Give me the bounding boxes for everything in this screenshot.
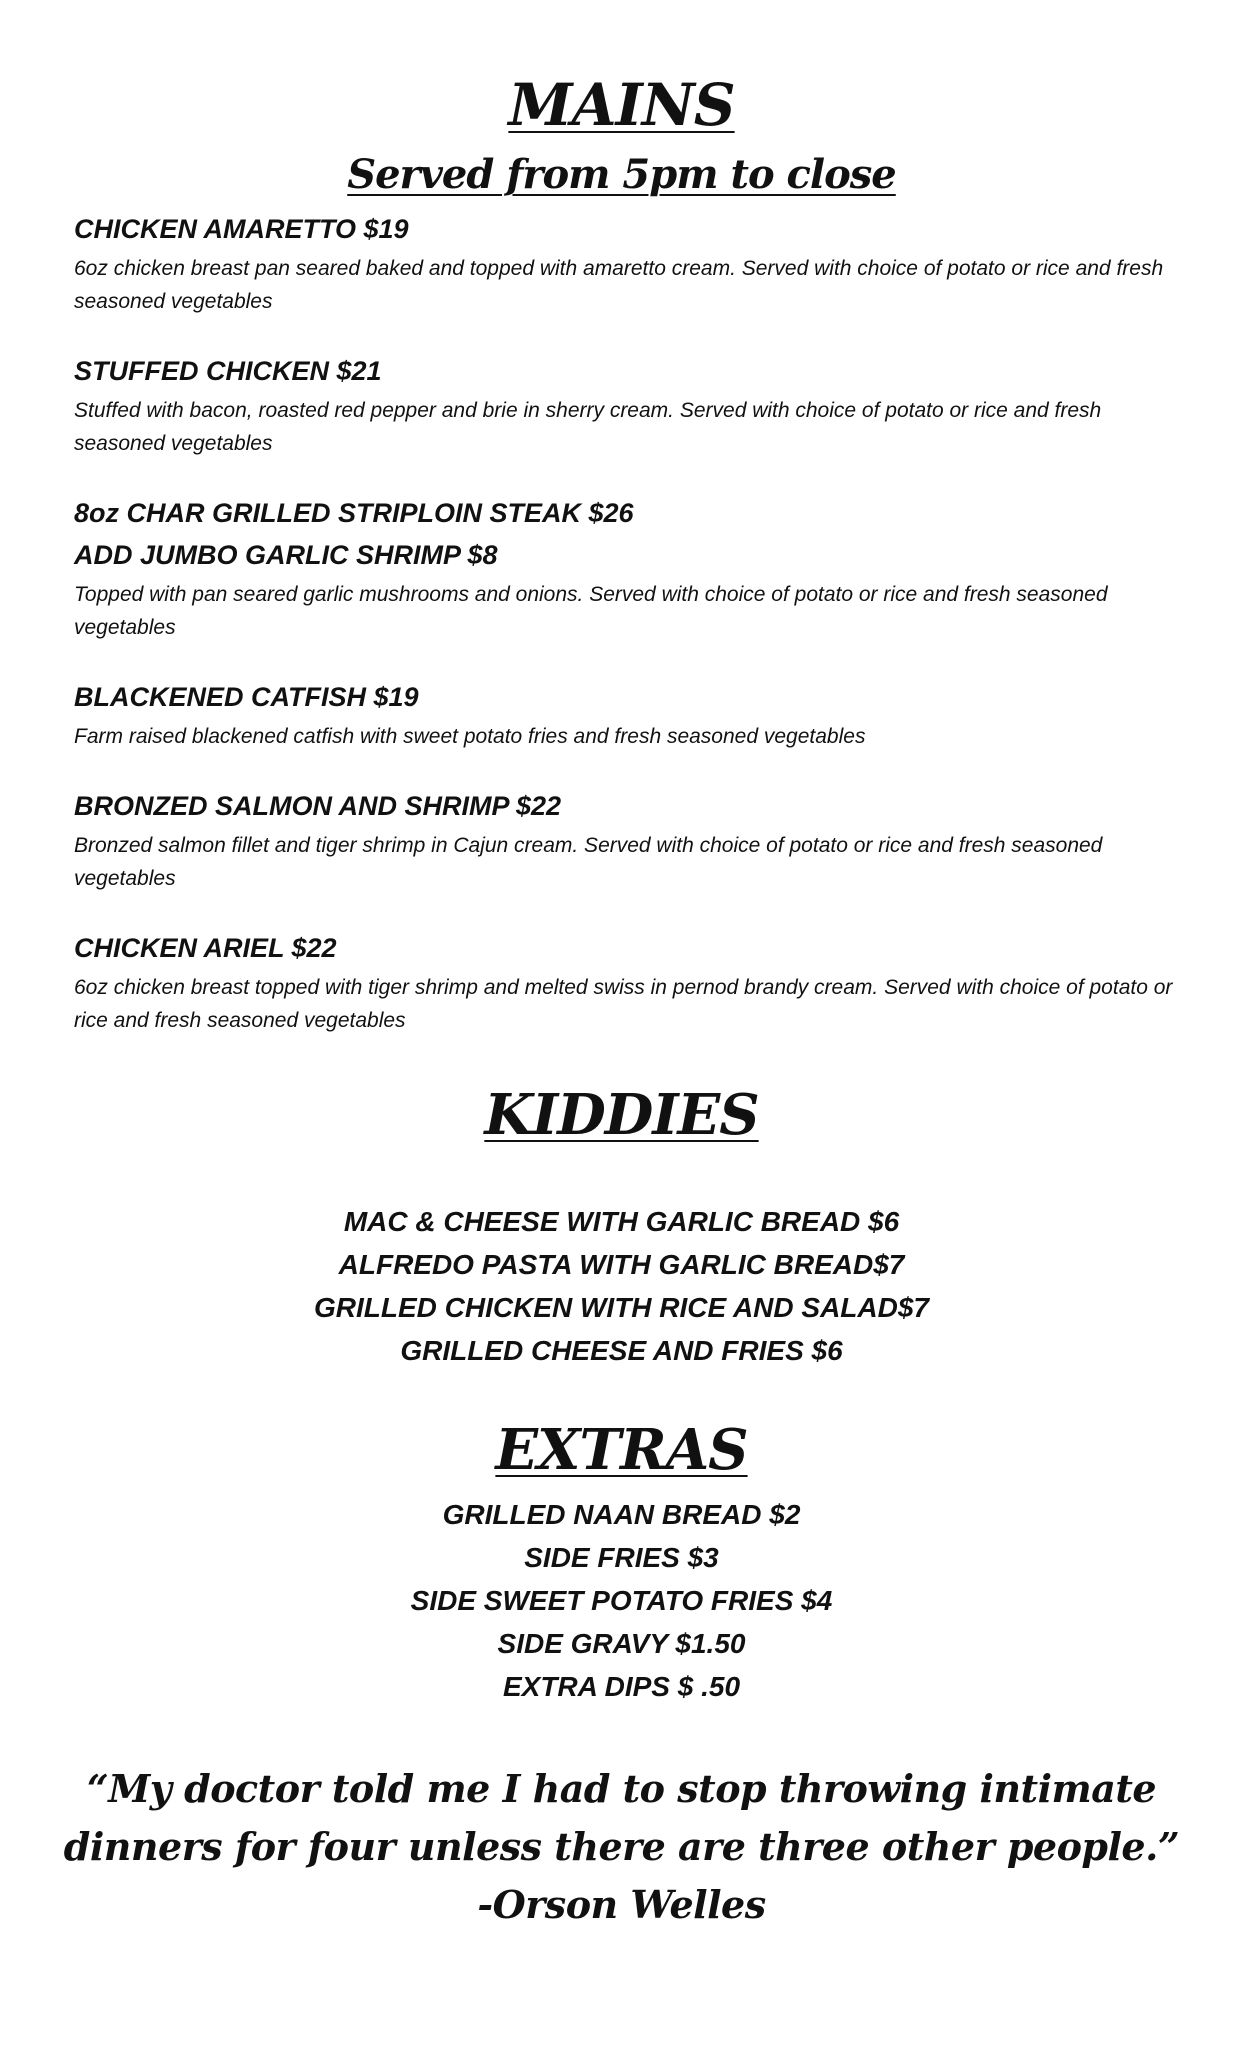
quote-line: dinners for four unless there are three other people.” [63,1824,1180,1869]
extras-heading: EXTRAS [495,1417,748,1483]
item-name: 8oz CHAR GRILLED STRIPLOIN STEAK $26 [74,498,634,528]
menu-item [74,785,1174,895]
quote-author: -Orson Welles [477,1882,766,1927]
extras-item: GRILLED NAAN BREAD $2 [442,1499,801,1530]
menu-item [74,927,1174,1037]
extras-item: SIDE GRAVY $1.50 [497,1628,746,1659]
menu-item [74,350,1174,460]
kiddies-item: GRILLED CHICKEN WITH RICE AND SALAD$7 [314,1292,929,1323]
item-description: Stuffed with bacon, roasted red pepper and brie in sherry cream. Served with choice of potato or rice and fresh seasoned vegetables [74,399,1102,455]
item-description: Topped with pan seared garlic mushrooms and onions. Served with choice of potato or rice and fresh seasoned vegetables [74,583,1108,639]
kiddies-item: GRILLED CHEESE AND FRIES $6 [400,1335,843,1366]
item-description: Bronzed salmon fillet and tiger shrimp in Cajun cream. Served with choice of potato or rice and fresh seasoned vegetables [74,834,1103,890]
item-name: STUFFED CHICKEN $21 [74,356,382,386]
item-name: CHICKEN AMARETTO $19 [74,214,409,244]
item-description: Farm raised blackened catfish with sweet potato fries and fresh seasoned vegetables [74,725,866,748]
menu-item [74,208,1174,318]
item-addon: ADD JUMBO GARLIC SHRIMP $8 [74,540,498,570]
item-name: BRONZED SALMON AND SHRIMP $22 [74,791,562,821]
kiddies-item: MAC & CHEESE WITH GARLIC BREAD $6 [343,1206,900,1237]
kiddies-list [0,1200,1243,1372]
extras-item: EXTRA DIPS $ .50 [502,1671,741,1702]
mains-subheading: Served from 5pm to close [347,151,896,198]
kiddies-item: ALFREDO PASTA WITH GARLIC BREAD$7 [338,1249,905,1280]
quote-line: “My doctor told me I had to stop throwing intimate [86,1766,1157,1811]
item-name: CHICKEN ARIEL $22 [74,933,337,963]
item-description: 6oz chicken breast pan seared baked and topped with amaretto cream. Served with choice of potato or rice and fresh seasoned vegetables [74,257,1164,313]
mains-list [74,208,1174,1069]
menu-item [74,676,1174,753]
kiddies-heading: KIDDIES [484,1082,759,1148]
mains-heading: MAINS [508,71,735,139]
item-description: 6oz chicken breast topped with tiger shrimp and melted swiss in pernod brandy cream. Served with choice of potato or rice and fresh seasoned vegetables [74,976,1173,1032]
extras-list [0,1493,1243,1708]
item-name: BLACKENED CATFISH $19 [74,682,419,712]
extras-item: SIDE FRIES $3 [524,1542,719,1573]
quote-block [40,1760,1203,1934]
extras-item: SIDE SWEET POTATO FRIES $4 [410,1585,833,1616]
menu-item [74,492,1174,644]
